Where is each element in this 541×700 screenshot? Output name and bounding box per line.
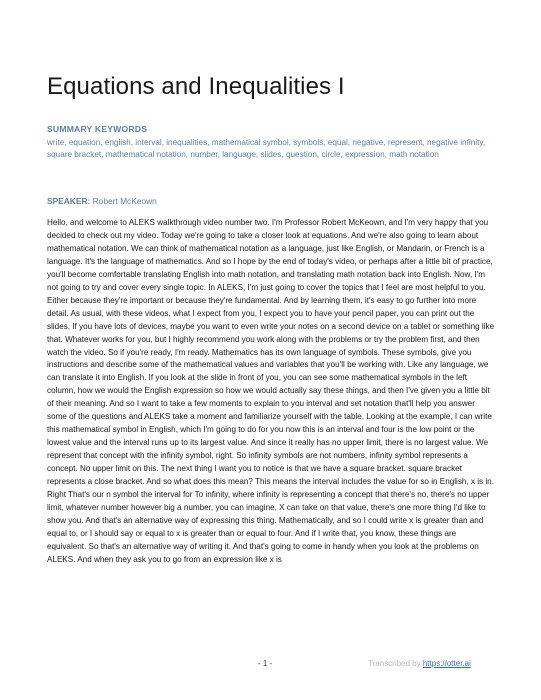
transcript-paragraph: Hello, and welcome to ALEKS walkthrough video number two. I'm Professor Robert McKeown, and I'm very happy that you decided to check out my video. Today we're going to take a closer look at equations. And we're also going to learn about mathematical notation. We can think of mathematical notation as a language, just like English, or Mandarin, or French is a language. It's the language of mathematics. And so I hope by the end of today's video, or perhaps after a little bit of practice, you'll become comfortable translating English into math notation, and translating math notation back into English. Now, I'm not going to try and cover every single topic. In ALEKS, I'm just going to cover the topics that I feel are most helpful to you. Either because they're important or because they're fundamental. And by learning them, it's easy to go further into more detail. As usual, with these videos, what I expect from you, I expect you to have your pencil paper, you can print out the slides. If you have lots of devices, maybe you want to even write your notes on a second device on a tablet or something like that. Whatever works for you, but I highly recommend you work along with the problems or try the problem first, and then watch the video. So if you're ready, I'm ready. Mathematics has its own language of symbols. These symbols, give you instructions and describe some of the mathematical values and variables that you'll be working with. Like any language, we can translate it into English. If you look at the slide in front of you, you can see some mathematical symbols in the left column, how we would the English expression so how we would actually say these things, and then I've given you a little bit of their meaning. And so I want to take a few moments to explain to you interval and set notation that'll help you answer some of the questions and ALEKS take a moment and familiarize yourself with the table. Looking at the example, I can write this mathematical symbol in English, which I'm going to do for you now this is an interval and four is the low point or the lowest value and the interval runs up to its largest value. And since it really has no upper limit, there is no largest value. We represent that concept with the infinity symbol, right. So infinity symbols are not numbers, infinity symbol represents a concept. No upper limit on this. The next thing I want you to notice is that we have a square bracket. square bracket represents a close bracket. And so what does this mean? This means the interval includes the value for so in English, x is in. Right That's our n symbol the interval for To infinity, where infinity is representing a concept that there's no, there's no upper limit, whatever number however big a number, you can imagine, X can take on that value, there's one more thing I'd like to show you. And that's an alternative way of expressing this thing. Mathematically, and so I could write x is greater than and equal to, or I should say or equal to x is greater than or equal to four. And if I write that, you know, these things are equivalent. So that's an alternative way of writing it. And that's going to come in handy when you look at the problems on ALEKS. And when they ask you to go from an expression like x is <box>47 218 495 564</box>
speaker-line <box>47 196 157 206</box>
page-number: - 1 - <box>258 659 273 668</box>
transcription-credit <box>368 659 471 668</box>
document-title: Equations and Inequalities I <box>47 73 345 100</box>
otter-link[interactable]: https://otter.ai <box>422 659 471 668</box>
summary-keywords-list: write, equation, english, interval, inequalities, mathematical symbol, symbols, equal, negative, represent, negative infinity, square bracket, mathematical notation, number, language, slides, question, circle, expression, math notation <box>47 138 486 160</box>
summary-keywords-heading: SUMMARY KEYWORDS <box>47 124 148 134</box>
speaker-name: Robert McKeown <box>90 196 157 206</box>
speaker-label: SPEAKER: <box>47 196 91 206</box>
credit-text: Transcribed by <box>368 659 423 668</box>
